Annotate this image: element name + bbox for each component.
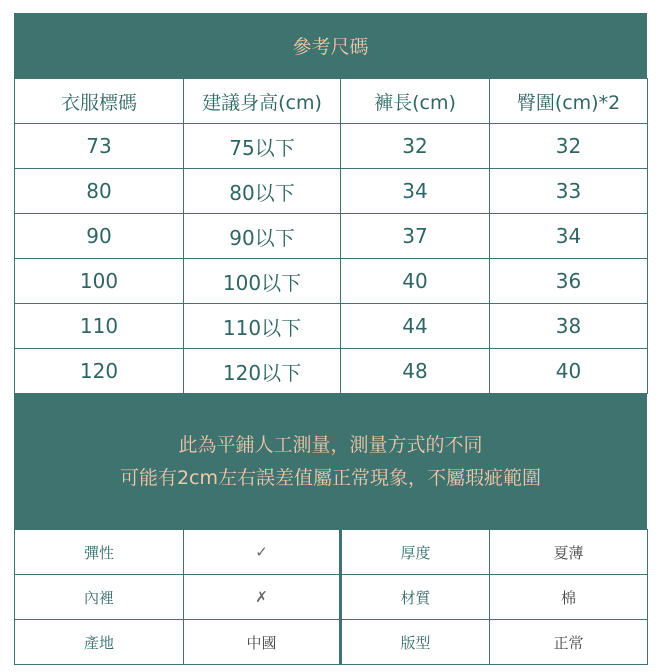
height-cell: 80以下 xyxy=(184,169,341,214)
header-height: 建議身高(cm) xyxy=(184,79,341,124)
table-row xyxy=(15,169,648,214)
table-row xyxy=(15,259,648,304)
header-pants-length: 褲長(cm) xyxy=(341,79,490,124)
size-chart xyxy=(14,13,647,665)
info-value: 正常 xyxy=(490,620,648,665)
size-cell: 80 xyxy=(15,169,184,214)
length-cell: 40 xyxy=(341,259,490,304)
hip-cell: 33 xyxy=(490,169,648,214)
hip-cell: 34 xyxy=(490,214,648,259)
info-value: 中國 xyxy=(184,620,341,665)
hip-cell: 32 xyxy=(490,124,648,169)
length-cell: 34 xyxy=(341,169,490,214)
hip-cell: 40 xyxy=(490,349,648,394)
length-cell: 32 xyxy=(341,124,490,169)
size-cell: 90 xyxy=(15,214,184,259)
info-value xyxy=(184,575,341,620)
note-line-1: 此為平鋪人工測量，測量方式的不同 xyxy=(178,433,483,456)
length-cell: 44 xyxy=(341,304,490,349)
length-cell: 37 xyxy=(341,214,490,259)
info-value xyxy=(184,530,341,575)
hip-cell: 38 xyxy=(490,304,648,349)
table-row xyxy=(15,620,648,665)
size-cell: 100 xyxy=(15,259,184,304)
height-cell: 75以下 xyxy=(184,124,341,169)
height-cell: 90以下 xyxy=(184,214,341,259)
info-label: 厚度 xyxy=(341,530,490,575)
size-cell: 73 xyxy=(15,124,184,169)
table-row xyxy=(15,214,648,259)
info-label: 材質 xyxy=(341,575,490,620)
chart-title: 參考尺碼 xyxy=(292,36,369,58)
info-label: 版型 xyxy=(341,620,490,665)
info-value: 夏薄 xyxy=(490,530,648,575)
info-label: 內裡 xyxy=(15,575,184,620)
table-row xyxy=(15,304,648,349)
table-row xyxy=(15,530,648,575)
height-cell: 100以下 xyxy=(184,259,341,304)
chart-title-bar xyxy=(14,13,647,78)
info-label: 產地 xyxy=(15,620,184,665)
size-table xyxy=(14,78,648,394)
hip-cell: 36 xyxy=(490,259,648,304)
table-row xyxy=(15,349,648,394)
size-cell: 110 xyxy=(15,304,184,349)
measurement-note xyxy=(14,394,647,529)
note-line-2: 可能有2cm左右誤差值屬正常現象，不屬瑕疵範圍 xyxy=(119,466,542,489)
product-info-table xyxy=(14,529,648,665)
table-row xyxy=(15,575,648,620)
table-row xyxy=(15,124,648,169)
header-size-label: 衣服標碼 xyxy=(15,79,184,124)
height-cell: 120以下 xyxy=(184,349,341,394)
size-table-header-row xyxy=(15,79,648,124)
info-label: 彈性 xyxy=(15,530,184,575)
cross-icon: ✗ xyxy=(255,588,268,606)
header-hip: 臀圍(cm)*2 xyxy=(490,79,648,124)
info-value: 棉 xyxy=(490,575,648,620)
size-cell: 120 xyxy=(15,349,184,394)
height-cell: 110以下 xyxy=(184,304,341,349)
length-cell: 48 xyxy=(341,349,490,394)
check-icon: ✓ xyxy=(255,543,268,561)
